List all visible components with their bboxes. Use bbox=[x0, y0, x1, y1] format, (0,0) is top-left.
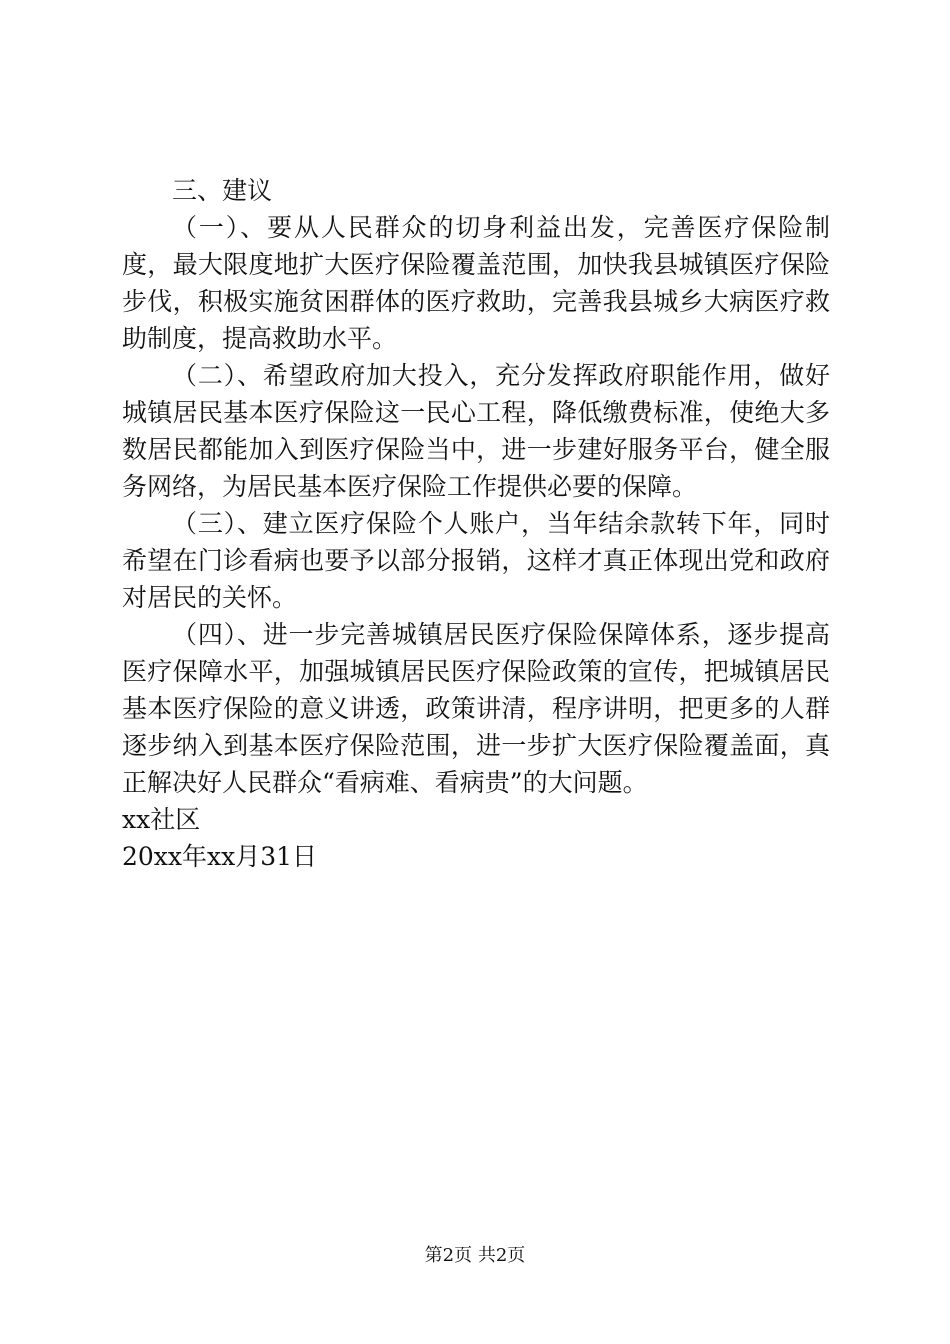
date: 20xx年xx月31日 bbox=[122, 842, 318, 871]
paragraph-4: （四）、进一步完善城镇居民医疗保险保障体系，逐步提高医疗保障水平，加强城镇居民医疗保险政策的宣传，把城镇居民基本医疗保险的意义讲透，政策讲清，程序讲明，把更多的人群逐步纳入到基本医疗保险范围，进一步扩大医疗保险覆盖面，真正解决好人民群众“看病难、看病贵”的大问题。 bbox=[122, 620, 830, 797]
document-body bbox=[122, 172, 830, 875]
paragraph-3: （三）、建立医疗保险个人账户，当年结余款转下年，同时希望在门诊看病也要予以部分报销，这样才真正体现出党和政府对居民的关怀。 bbox=[122, 509, 830, 612]
signature: xx社区 bbox=[122, 805, 201, 834]
section-heading: 三、建议 bbox=[172, 176, 273, 205]
paragraph-2: （二）、希望政府加大投入，充分发挥政府职能作用，做好城镇居民基本医疗保险这一民心工程，降低缴费标准，使绝大多数居民都能加入到医疗保险当中，进一步建好服务平台，健全服务网络，为居民基本医疗保险工作提供必要的保障。 bbox=[122, 361, 830, 501]
paragraph-1: （一）、要从人民群众的切身利益出发，完善医疗保险制度，最大限度地扩大医疗保险覆盖范围，加快我县城镇医疗保险步伐，积极实施贫困群体的医疗救助，完善我县城乡大病医疗救助制度，提高救助水平。 bbox=[122, 213, 830, 353]
page-footer: 第2页 共2页 bbox=[424, 1245, 526, 1266]
